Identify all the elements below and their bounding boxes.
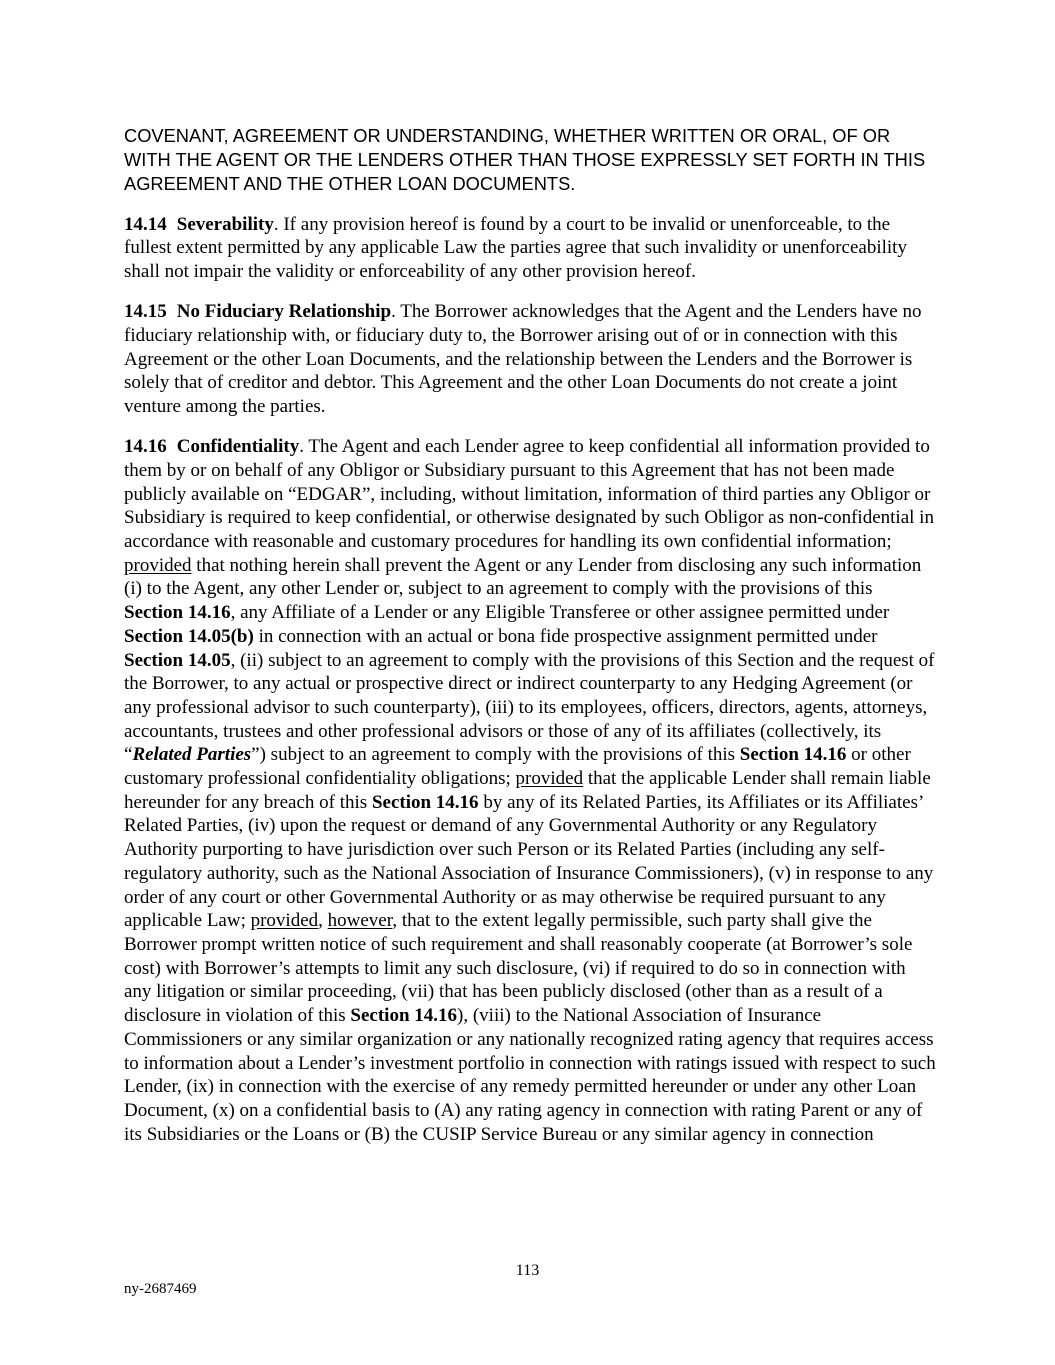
body-text: that the applicable Lender shall remain liable hereunder for any breach of this [124, 768, 931, 813]
page-number: 113 [515, 1262, 540, 1279]
section-heading: Confidentiality [176, 436, 300, 458]
section-reference: Section 14.16 [739, 744, 847, 766]
section-reference: Section 14.05 [124, 649, 231, 671]
section-reference: Section 14.16 [371, 791, 479, 813]
defined-term: Related Parties [132, 744, 252, 766]
body-text: . The Agent and each Lender agree to keep confidential all information provided to them by or on behalf of any Obligor or Subsidiary pursuant to this Agreement that has not been made publicly available on “EDGAR”, including, without limitation, information of third parties any Obligor or Subsidiary is required to keep confidential, or otherwise designated by such Obligor as non-confidential in accordance with reasonable and customary procedures for handling its own confidential information; [124, 436, 934, 553]
body-text: , [318, 910, 328, 932]
section-14-15 [124, 300, 936, 419]
section-number: 14.16 [124, 436, 167, 458]
section-body: . The Borrower acknowledges that the Agent and the Lenders have no fiduciary relationship with, or fiduciary duty to, the Borrower arising out of or in connection with this Agreement or the other Loan Documents, and the relationship between the Lenders and the Borrower is solely that of creditor and debtor. This Agreement and the other Loan Documents do not create a joint venture among the parties. [124, 301, 922, 418]
continuation-paragraph: COVENANT, AGREEMENT OR UNDERSTANDING, WHETHER WRITTEN OR ORAL, OF OR WITH THE AGENT OR THE LENDERS OTHER THAN THOSE EXPRESSLY SET FORTH IN THIS AGREEMENT AND THE OTHER LOAN DOCUMENTS. [124, 125, 926, 195]
body-text: , any Affiliate of a Lender or any Eligible Transferee or other assignee permitted under [230, 602, 890, 624]
section-14-16 [124, 435, 936, 1146]
section-body: . If any provision hereof is found by a court to be invalid or unenforceable, to the fullest extent permitted by any applicable Law the parties agree that such invalidity or unenforceability shall not impair the validity or enforceability of any other provision hereof. [124, 213, 907, 283]
body-text: by any of its Related Parties, its Affiliates or its Affiliates’ Related Parties, (iv) upon the request or demand of any Governmental Authority or any Regulatory Authority purporting to have jurisdiction over such Person or its Related Parties (including any self-regulatory authority, such as the National Association of Insurance Commissioners), (v) in response to any order of any court or other Governmental Authority or as may otherwise be required pursuant to any applicable Law; [124, 791, 934, 932]
body-text: or other customary professional confidentiality obligations; [124, 744, 911, 790]
body-text: in connection with an actual or bona fide prospective assignment permitted under [253, 625, 878, 647]
section-heading: Severability [176, 213, 274, 235]
provided-term: provided [124, 554, 192, 576]
section-heading: No Fiduciary Relationship [176, 301, 392, 323]
body-text: ), (viii) to the National Association of Insurance Commissioners or any similar organization or any nationally recognized rating agency that requires access to information about a Lender’s investment portfolio in connection with ratings issued with respect to such Lender, (ix) in connection with the exercise of any remedy permitted hereunder or under any other Loan Document, (x) on a confidential basis to (A) any rating agency in connection with rating Parent or any of its Subsidiaries or the Loans or (B) the CUSIP Service Bureau or any similar agency in connection [124, 1005, 936, 1145]
document-page [124, 124, 936, 1163]
section-number: 14.15 [124, 301, 167, 323]
document-id: ny-2687469 [124, 1281, 197, 1297]
provided-term: provided [515, 768, 584, 790]
section-reference: Section 14.16 [124, 602, 231, 624]
section-14-14 [124, 213, 936, 284]
body-text: , that to the extent legally permissible, such party shall give the Borrower prompt written notice of such requirement and shall reasonably cooperate (at Borrower’s sole cost) with Borrower’s attempts to limit any such disclosure, (vi) if required to do so in connection with any litigation or similar proceeding, (vii) that has been publicly disclosed (other than as a result of a disclosure in violation of this [124, 910, 913, 1027]
body-text: that nothing herein shall prevent the Agent or any Lender from disclosing any such information (i) to the Agent, any other Lender or, subject to an agreement to comply with the provisions of this [124, 554, 922, 600]
section-reference: Section 14.05(b) [124, 625, 254, 647]
body-text: ”) subject to an agreement to comply with the provisions of this [251, 744, 740, 766]
section-reference: Section 14.16 [350, 1005, 458, 1027]
however-term: however [327, 910, 393, 932]
body-text: , (ii) subject to an agreement to comply with the provisions of this Section and the request of the Borrower, to any actual or prospective direct or indirect counterparty to any Hedging Agreement (or any professional advisor to such counterparty), (iii) to its employees, officers, directors, agents, attorneys, accountants, trustees and other professional advisors or those of any of its affiliates (collectively, its “ [124, 649, 935, 766]
section-number: 14.14 [124, 213, 167, 235]
provided-term: provided [250, 910, 319, 932]
